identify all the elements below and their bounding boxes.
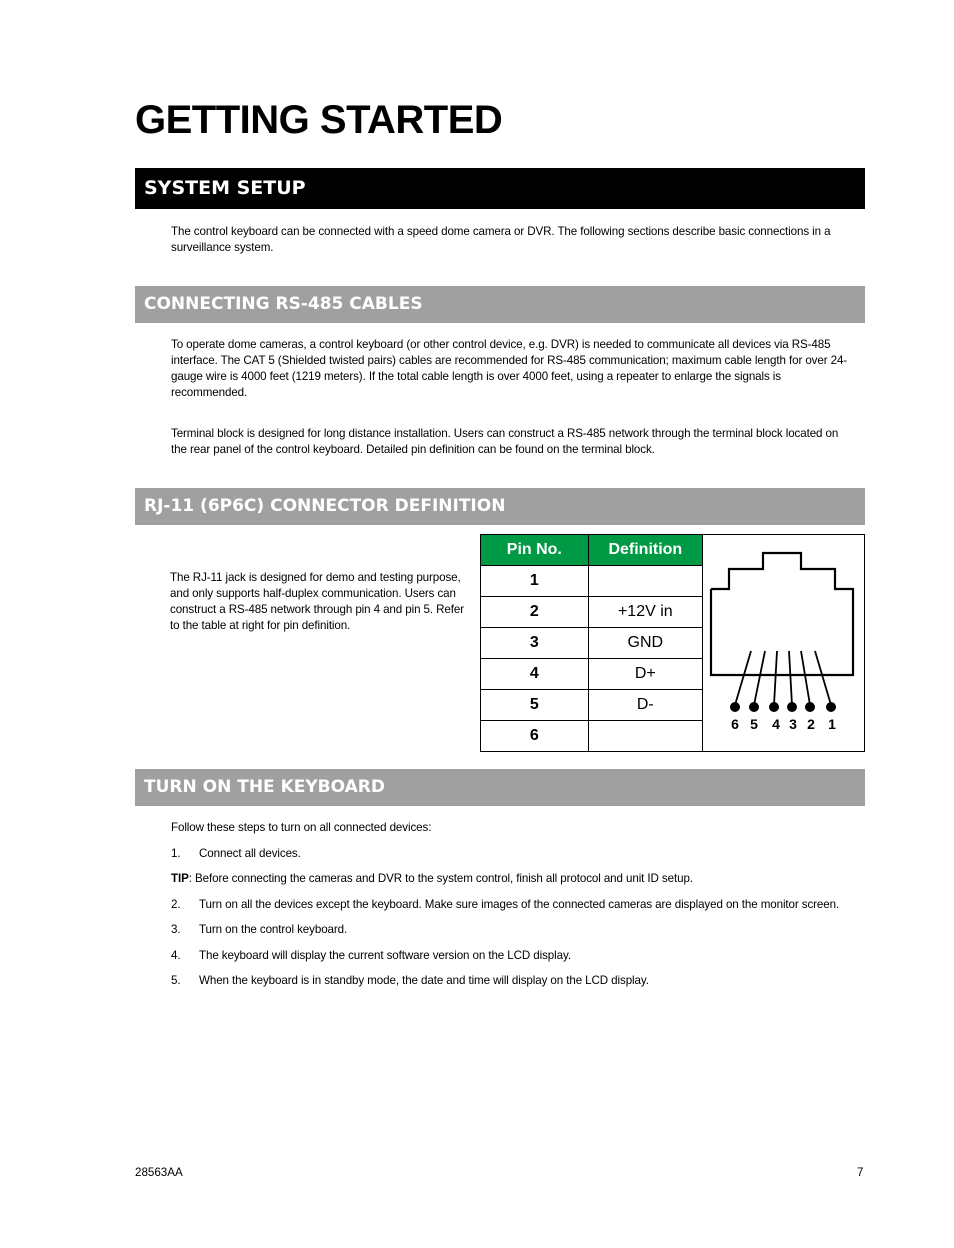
pin-label-3: 3 [789,716,797,732]
table-header-row [481,535,865,566]
system-setup-text: The control keyboard can be connected with a speed dome camera or DVR. The following sections describe basic connections in a surveillance system. [171,225,831,254]
step-number: 2. [171,898,181,911]
pin-6-dot [730,702,740,712]
steps-intro: Follow these steps to turn on all connected devices: [171,821,432,834]
step-number: 3. [171,923,181,936]
rj11-description: The RJ-11 jack is designed for demo and testing purpose, and only supports half-duplex communication. Users can construct a RS-485 network through pin 4 and pin 5. Refer to the table at right for pin definition. [170,571,464,632]
pin-number: 5 [481,690,589,721]
step-text: Turn on all the devices except the keyboard. Make sure images of the connected cameras are displayed on the monitor screen. [199,898,840,911]
pin-definition [588,721,702,752]
list-item [171,897,839,913]
pin-5-wire [754,651,765,705]
pin-definition: +12V in [588,597,702,628]
pin-definition: GND [588,628,702,659]
step-number: 1. [171,847,181,860]
pin-definition-table [480,534,865,752]
keyboard-heading: TURN ON THE KEYBOARD [135,769,865,806]
pin-2-dot [805,702,815,712]
list-item [171,846,301,862]
step-text: The keyboard will display the current software version on the LCD display. [199,949,571,962]
pin-definition [588,566,702,597]
pin-label-1: 1 [828,716,836,732]
system-setup-heading: SYSTEM SETUP [135,168,865,209]
pin-2-wire [801,651,810,705]
pin-4-dot [769,702,779,712]
pin-1-wire [815,651,831,705]
pin-definition: D+ [588,659,702,690]
pin-5-dot [749,702,759,712]
header-pin-no: Pin No. [481,535,589,566]
rj11-connector-diagram [702,535,864,752]
pin-number: 2 [481,597,589,628]
pin-6-wire [735,651,751,705]
rs485-paragraph-1: To operate dome cameras, a control keyboard (or other control device, e.g. DVR) is needed to communicate all devices via RS-485 interface. The CAT 5 (Shielded twisted pairs) cables are recommended for RS-485 communication; maximum cable length for over 24-gauge wire is 4000 feet (1219 meters). If the total cable length is over 4000 feet, using a repeater to enlarge the signals is recommended. [171,338,848,399]
step-text: When the keyboard is in standby mode, the date and time will display on the LCD display. [199,974,649,987]
header-definition: Definition [588,535,702,566]
rj11-jack-icon [703,539,864,747]
step-text: Connect all devices. [199,847,301,860]
pin-label-4: 4 [772,716,780,732]
rs485-paragraph-2: Terminal block is designed for long distance installation. Users can construct a RS-485 network through the terminal block located on the rear panel of the control keyboard. Detailed pin definition can be found on the terminal block. [171,427,839,456]
document-id: 28563AA [135,1166,183,1179]
pin-3-wire [789,651,792,705]
pin-number: 3 [481,628,589,659]
pin-label-5: 5 [750,716,758,732]
step-text: Turn on the control keyboard. [199,923,348,936]
list-item [171,973,649,989]
pin-4-wire [774,651,777,705]
tip-label: TIP [171,872,189,885]
pin-3-dot [787,702,797,712]
pin-number: 6 [481,721,589,752]
pin-definition: D- [588,690,702,721]
jack-outline [711,553,853,675]
list-item [171,948,571,964]
pin-1-dot [826,702,836,712]
rj11-heading: RJ-11 (6P6C) CONNECTOR DEFINITION [135,488,865,525]
pin-number: 1 [481,566,589,597]
page-number: 7 [857,1166,864,1179]
tip-line [171,871,693,887]
step-number: 4. [171,949,181,962]
rs485-heading: CONNECTING RS-485 CABLES [135,286,865,323]
tip-text: : Before connecting the cameras and DVR to the system control, finish all protocol and unit ID setup. [188,872,693,885]
pin-label-2: 2 [807,716,815,732]
page-title: GETTING STARTED [135,98,503,142]
pin-label-6: 6 [731,716,739,732]
list-item [171,922,347,938]
pin-number: 4 [481,659,589,690]
step-number: 5. [171,974,181,987]
